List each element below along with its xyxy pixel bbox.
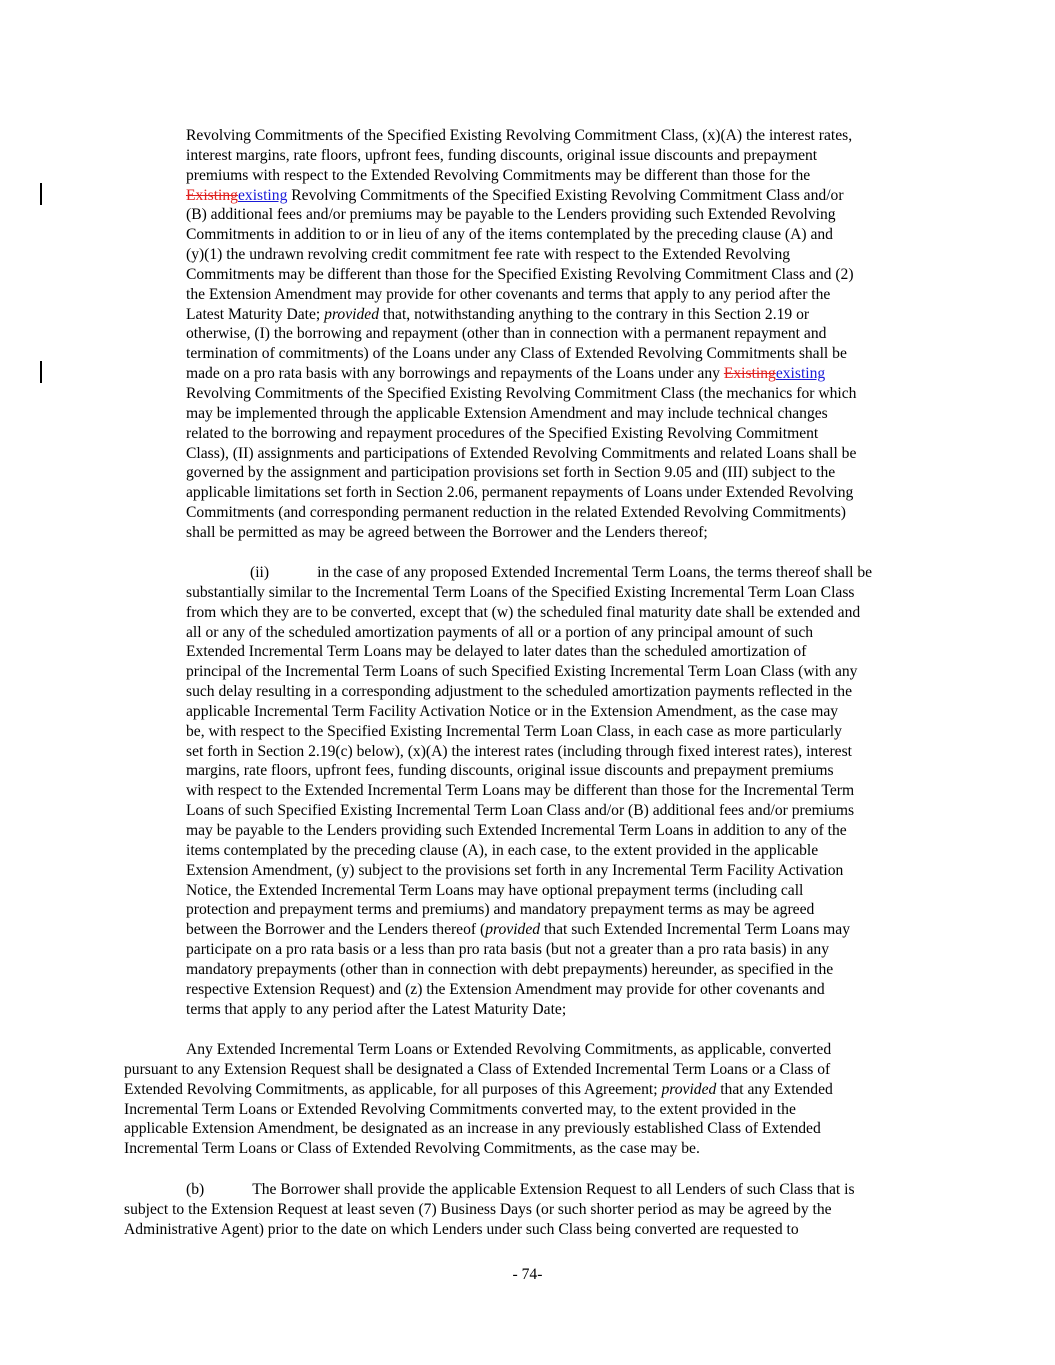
change-bar (40, 361, 42, 383)
paragraph-b-extension-request (124, 1180, 934, 1240)
deleted-text: Existing (186, 186, 238, 204)
text-line: termination of commitments) of the Loans under any Class of Extended Revolving Commitments shall be (186, 345, 847, 363)
text-line: items contemplated by the preceding clause (A), in each case, to the extent provided in the applicable (186, 841, 819, 859)
text-line: from which they are to be converted, except that (w) the scheduled final maturity date shall be extended and (186, 603, 861, 621)
text-line: subject to the Extension Request at least seven (7) Business Days (or such shorter period as may be agreed by the (124, 1200, 832, 1218)
text-line: Extended Incremental Term Loans may be delayed to later dates than the scheduled amortization of (186, 643, 807, 661)
text-line: Extension Amendment, (y) subject to the provisions set forth in any Incremental Term Facility Activation (186, 861, 844, 879)
clause-label: (b) (186, 1181, 205, 1198)
defined-term-italic: provided (324, 305, 379, 323)
text-run: that, notwithstanding anything to the contrary in this Section 2.19 or (379, 305, 810, 323)
defined-term-italic: provided (661, 1080, 717, 1098)
text-line: Revolving Commitments of the Specified Existing Revolving Commitment Class (the mechanics for which (186, 384, 857, 402)
text-line (186, 364, 931, 384)
paragraph-extended-class-designation (124, 1040, 934, 1159)
text-run: that any Extended (716, 1080, 833, 1098)
text-line: Notice, the Extended Incremental Term Loans may have optional prepayment terms (including call (186, 881, 804, 899)
text-line: Revolving Commitments of the Specified Existing Revolving Commitment Class, (x)(A) the interest rates, (186, 127, 853, 144)
clause-first-line (124, 1180, 934, 1200)
text-line: may be implemented through the applicable Extension Amendment and may include technical changes (186, 404, 828, 422)
text-line: related to the borrowing and repayment procedures of the Specified Existing Revolving Commitment (186, 424, 819, 442)
text-line: applicable Incremental Term Facility Activation Notice or in the Extension Amendment, as the case may (186, 702, 839, 720)
inserted-text: existing (775, 365, 826, 383)
text-line: such delay resulting in a corresponding adjustment to the scheduled amortization payments reflected in the (186, 683, 853, 701)
clause-first-line (186, 563, 931, 583)
text-line: Administrative Agent) prior to the date on which Lenders under such Class being converted are requested to (124, 1220, 799, 1238)
text-run: Revolving Commitments of the Specified Existing Revolving Commitment Class and/or (287, 186, 844, 204)
text-run: Latest Maturity Date; (186, 305, 325, 323)
text-run: between the Borrower and the Lenders thereof ( (186, 921, 486, 939)
clause-text: in the case of any proposed Extended Incremental Term Loans, the terms thereof shall be (317, 564, 873, 581)
text-line: Commitments may be different than those for the Specified Existing Revolving Commitment Class and (2) (186, 265, 854, 283)
text-line (186, 305, 931, 325)
text-line (124, 1080, 934, 1100)
paragraph-ii-incremental-term-loans (186, 563, 931, 1019)
text-line: applicable Extension Amendment, be designated as an increase in any previously established Class of Extended (124, 1120, 821, 1138)
text-line: interest margins, rate floors, upfront fees, funding discounts, original issue discounts and prepayment (186, 146, 818, 164)
text-line: Class), (II) assignments and participations of Extended Revolving Commitments and related Loans shall be (186, 444, 857, 462)
clause-label: (ii) (250, 564, 270, 581)
paragraph-revolving-commitments (186, 126, 931, 543)
text-run: made on a pro rata basis with any borrowings and repayments of the Loans under any (186, 365, 724, 383)
text-line: set forth in Section 2.19(c) below), (x)(A) the interest rates (including through fixed interest rates), interest (186, 742, 852, 760)
text-line: all or any of the scheduled amortization payments of all or a portion of any principal amount of such (186, 623, 814, 641)
text-line: principal of the Incremental Term Loans of such Specified Existing Incremental Term Loan Class (with any (186, 663, 858, 681)
text-line: (B) additional fees and/or premiums may be payable to the Lenders providing such Extended Revolving (186, 206, 836, 224)
page-number: - 74- (512, 1266, 543, 1283)
text-line: terms that apply to any period after the Latest Maturity Date; (186, 1000, 567, 1018)
text-run: that such Extended Incremental Term Loans may (540, 921, 851, 939)
text-line: Commitments (and corresponding permanent reduction in the related Extended Revolving Commitments) (186, 504, 846, 522)
deleted-text: Existing (723, 365, 776, 383)
text-line: respective Extension Request) and (z) the Extension Amendment may provide for other covenants and (186, 980, 825, 998)
text-line (186, 920, 931, 940)
inserted-text: existing (237, 186, 288, 204)
text-line: Any Extended Incremental Term Loans or Extended Revolving Commitments, as applicable, converted (186, 1041, 832, 1058)
defined-term-italic: provided (485, 921, 541, 939)
text-line: substantially similar to the Incremental Term Loans of the Specified Existing Incremental Term Loan Class (186, 583, 855, 601)
text-line: Loans of such Specified Existing Incremental Term Loan Class and/or (B) additional fees and/or premiums (186, 802, 855, 820)
text-line: (y)(1) the undrawn revolving credit commitment fee rate with respect to the Extended Revolving (186, 246, 791, 264)
change-bar (40, 183, 42, 205)
text-line: applicable limitations set forth in Section 2.06, permanent repayments of Loans under Extended Revolving (186, 484, 854, 502)
text-line: Incremental Term Loans or Class of Extended Revolving Commitments, as the case may be. (124, 1140, 700, 1158)
text-line: governed by the assignment and participation provisions set forth in Section 9.05 and (III) subject to the (186, 464, 836, 482)
text-line: participate on a pro rata basis or a less than pro rata basis (but not a greater than a pro rata basis) in any (186, 941, 830, 959)
clause-text: The Borrower shall provide the applicable Extension Request to all Lenders of such Class that is (252, 1181, 855, 1198)
text-run: Extended Revolving Commitments, as applicable, for all purposes of this Agreement; (124, 1080, 662, 1098)
text-line: Incremental Term Loans or Extended Revolving Commitments converted may, to the extent provided in the (124, 1100, 796, 1118)
text-line: margins, rate floors, upfront fees, funding discounts, original issue discounts and prepayment premiums (186, 762, 834, 780)
text-line: shall be permitted as may be agreed between the Borrower and the Lenders thereof; (186, 523, 708, 541)
text-line: with respect to the Extended Incremental Term Loans may be different than those for the Incremental Term (186, 782, 855, 800)
text-line: premiums with respect to the Extended Revolving Commitments may be different than those for the (186, 166, 811, 184)
text-line (186, 186, 931, 206)
text-line: Commitments in addition to or in lieu of any of the items contemplated by the preceding clause (A) and (186, 226, 833, 244)
text-line: may be payable to the Lenders providing such Extended Incremental Term Loans in addition to any of the (186, 821, 847, 839)
text-line: mandatory prepayments (other than in connection with debt prepayments) hereunder, as specified in the (186, 960, 834, 978)
text-line: protection and prepayment terms and premiums) and mandatory prepayment terms as may be agreed (186, 901, 815, 919)
text-line: be, with respect to the Specified Existing Incremental Term Loan Class, in each case as more particularly (186, 722, 842, 740)
text-line: otherwise, (I) the borrowing and repayment (other than in connection with a permanent repayment and (186, 325, 827, 343)
text-line: pursuant to any Extension Request shall be designated a Class of Extended Incremental Term Loans or a Class of (124, 1060, 831, 1078)
text-line: the Extension Amendment may provide for other covenants and terms that apply to any period after the (186, 285, 831, 303)
